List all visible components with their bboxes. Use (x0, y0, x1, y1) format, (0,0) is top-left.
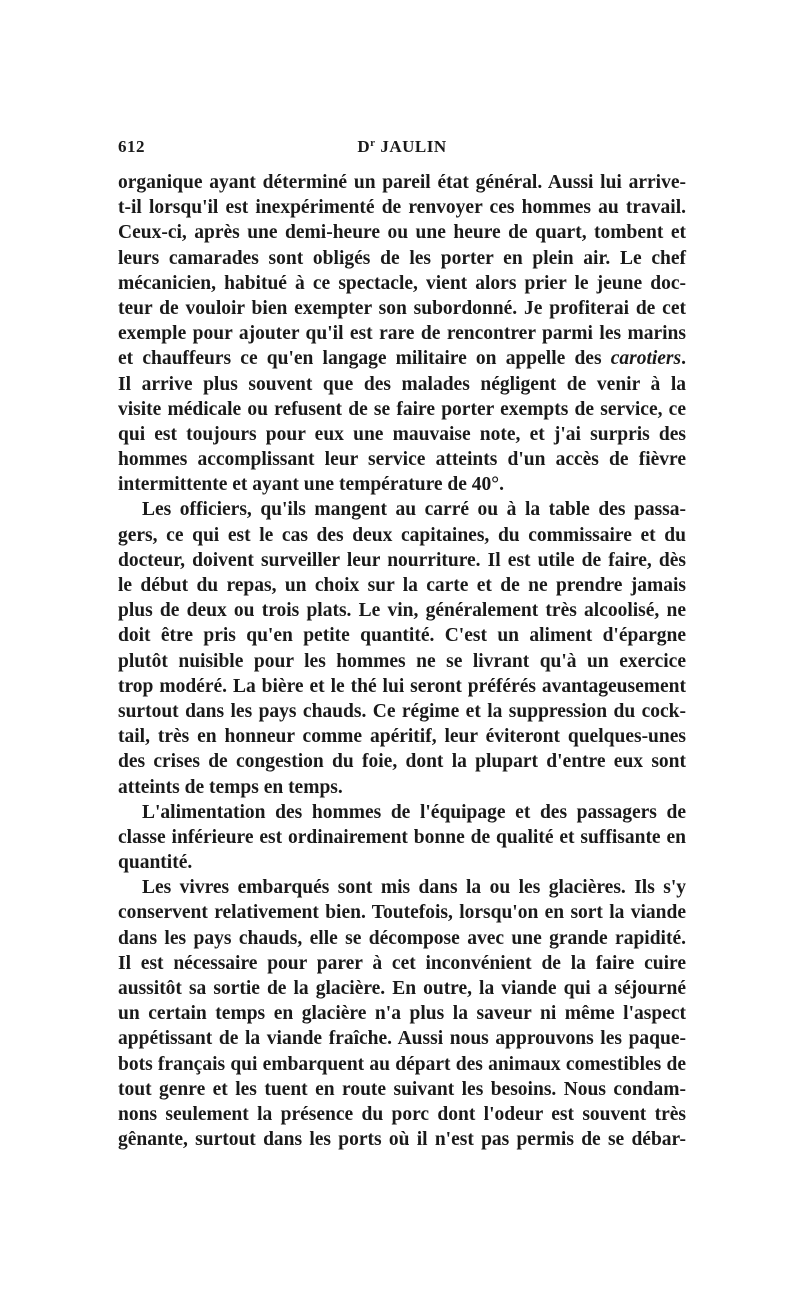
author-name: JAULIN (375, 137, 447, 156)
text-line: qui est toujours pour eux une mauvaise note, et j'ai surpris des (118, 423, 686, 445)
text-line: L'alimentation des hommes de l'équipage et des passagers de (142, 801, 686, 823)
text-line: appétissant de la viande fraîche. Aussi nous approuvons les paque- (118, 1028, 686, 1050)
text-line: doit être pris qu'en petite quantité. C'est un aliment d'épargne (118, 625, 686, 647)
text-line: teur de vouloir bien exempter son subordonné. Je profiterai de cet (118, 297, 686, 319)
text-line: leurs camarades sont obligés de les porter en plein air. Le chef (118, 247, 686, 269)
text-line: docteur, doivent surveiller leur nourriture. Il est utile de faire, dès (118, 549, 686, 571)
text-line: gênante, surtout dans les ports où il n'est pas permis de se débar- (118, 1129, 686, 1151)
italic-term: carotiers (610, 348, 682, 370)
text-line: conservent relativement bien. Toutefois, lorsqu'on en sort la viande (118, 902, 686, 924)
text-line: le début du repas, un choix sur la carte et de ne prendre jamais (118, 575, 686, 596)
text-line: Il arrive plus souvent que des malades négligent de venir à la (118, 373, 686, 395)
text-line: plutôt nuisible pour les hommes ne se livrant qu'à un exercice (118, 650, 686, 672)
author-header (118, 137, 686, 157)
text-line: aussitôt sa sortie de la glacière. En outre, la viande qui a séjourné (118, 978, 686, 999)
text-line: hommes accomplissant leur service atteints d'un accès de fièvre (118, 449, 686, 471)
text-line: tout genre et les tuent en route suivant les besoins. Nous condam- (118, 1078, 686, 1100)
text-line (118, 346, 686, 371)
text-line: nons seulement la présence du porc dont l'odeur est souvent très (118, 1103, 686, 1125)
text-line: quantité. (118, 852, 193, 874)
text-line: surtout dans les pays chauds. Ce régime et la suppression du cock- (118, 700, 686, 722)
text-segment: . (681, 348, 686, 370)
text-line: Il est nécessaire pour parer à cet inconvénient de la faire cuire (118, 952, 686, 974)
text-line: intermittente et ayant une température de 40°. (118, 474, 504, 496)
text-line: plus de deux ou trois plats. Le vin, généralement très alcoolisé, ne (118, 600, 686, 622)
text-line: atteints de temps en temps. (118, 776, 343, 798)
text-line: visite médicale ou refusent de se faire porter exempts de service, ce (118, 398, 686, 420)
page-number: 612 (118, 137, 145, 156)
text-line: classe inférieure est ordinairement bonne de qualité et suffisante en (118, 826, 686, 848)
text-line: organique ayant déterminé un pareil état général. Aussi lui arrive- (118, 172, 686, 193)
text-line: gers, ce qui est le cas des deux capitaines, du commissaire et du (118, 524, 686, 546)
running-head (118, 137, 686, 167)
text-line: dans les pays chauds, elle se décompose avec une grande rapidité. (118, 927, 686, 949)
text-line: t-il lorsqu'il est inexpérimenté de renvoyer ces hommes au travail. (118, 197, 686, 219)
text-line: un certain temps en glacière n'a plus la saveur ni même l'aspect (118, 1003, 686, 1025)
text-line: des crises de congestion du foie, dont la plupart d'entre eux sont (118, 751, 686, 773)
text-line: Les officiers, qu'ils mangent au carré ou à la table des passa- (142, 499, 686, 521)
text-segment: et chauffeurs ce qu'en langage militaire on appelle des (118, 348, 611, 370)
text-line: bots français qui embarquent au départ des animaux comestibles de (118, 1053, 686, 1075)
text-line: tail, très en honneur comme apéritif, leur éviteront quelques-unes (118, 726, 686, 748)
author-prefix: D (357, 137, 371, 156)
text-line: Ceux-ci, après une demi-heure ou une heure de quart, tombent et (118, 222, 686, 244)
text-line: Les vivres embarqués sont mis dans la ou les glacières. Ils s'y (142, 877, 686, 899)
text-line: mécanicien, habitué à ce spectacle, vient alors prier le jeune doc- (118, 272, 686, 294)
body-text (118, 170, 686, 1152)
text-line: trop modéré. La bière et le thé lui seront préférés avantageusement (118, 675, 686, 697)
author-sup: r (370, 137, 376, 149)
text-line: exemple pour ajouter qu'il est rare de rencontrer parmi les marins (118, 323, 686, 345)
